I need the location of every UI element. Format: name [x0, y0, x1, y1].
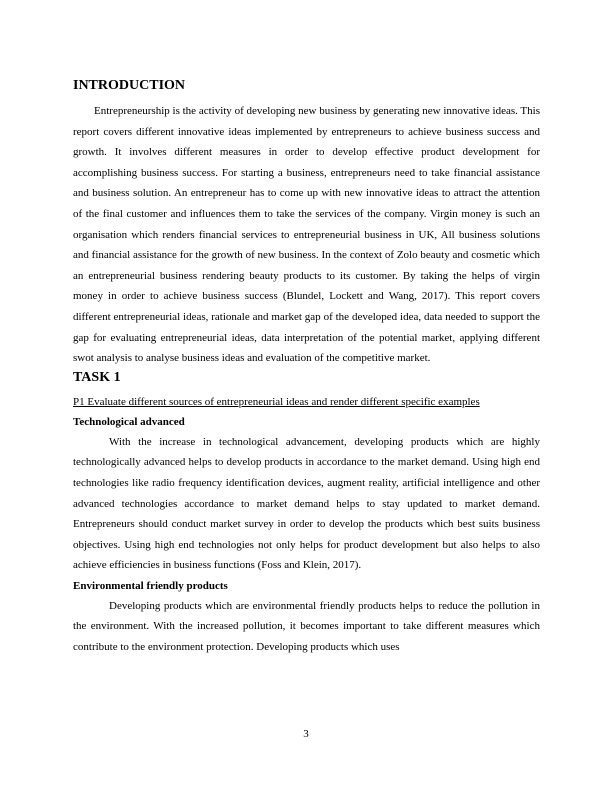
env-subheading: Environmental friendly products: [73, 579, 228, 592]
task1-heading: TASK 1: [73, 369, 121, 385]
page-content: [73, 77, 540, 658]
introduction-heading: INTRODUCTION: [73, 78, 186, 93]
p1-title: P1 Evaluate different sources of entrepreneurial ideas and render different specific examples: [73, 395, 480, 408]
tech-subheading: Technological advanced: [73, 415, 185, 428]
env-paragraph: Developing products which are environmental friendly products helps to reduce the pollution in the environment. With the increased pollution, it becomes important to take different measures which contribute to the environment protection. Developing products which uses: [73, 599, 540, 654]
page-number: 3: [303, 728, 309, 740]
tech-paragraph: With the increase in technological advancement, developing products which are highly technologically advanced helps to develop products in accordance to the market demand. Using high end technologies like radio frequency identification devices, augment reality, artificial intelligence and other advanced technologies accordance to market demand helps to stay updated to market demand. Entrepreneurs should conduct market survey in order to develop the products which best suits business objectives. Using high end technologies not only helps for product development but also helps to also achieve efficiencies in business functions (Foss and Klein, 2017).: [73, 435, 540, 572]
introduction-paragraph: Entrepreneurship is the activity of developing new business by generating new innovative ideas. This report covers different innovative ideas implemented by entrepreneurs to achieve business success and growth. It involves different measures in order to develop effective product development for accomplishing business success. For starting a business, entrepreneurs need to take financial assistance and business solution. An entrepreneur has to come up with new innovative ideas to attract the attention of the final customer and influences them to take the services of the company. Virgin money is such an organisation which renders financial services to entrepreneurial business in UK, All business solutions and financial assistance for the growth of new business. In the context of Zolo beauty and cosmetic which an entrepreneurial business rendering beauty products to its customer. By taking the helps of virgin money in order to achieve business success (Blundel, Lockett and Wang, 2017). This report covers different entrepreneurial ideas, rationale and market gap of the developed idea, data needed to support the gap for evaluating entrepreneurial ideas, data interpretation of the potential market, applying different swot analysis to analyse business ideas and evaluation of the competitive market.: [73, 105, 540, 365]
